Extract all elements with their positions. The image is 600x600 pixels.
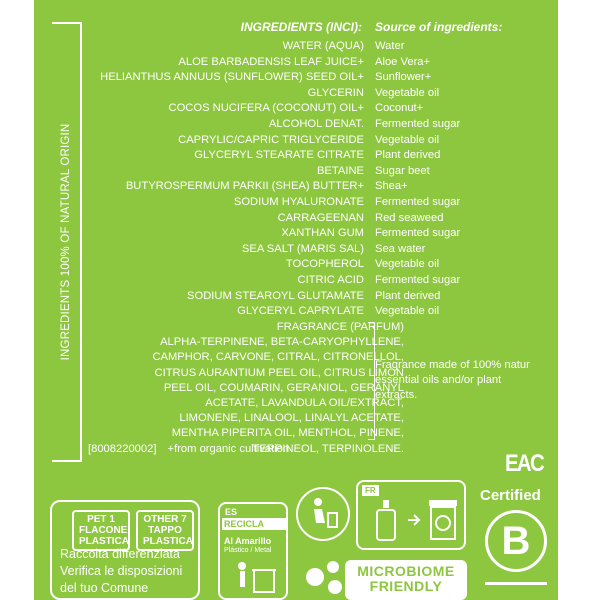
- ingredient-source: Sea water: [375, 242, 426, 255]
- es-tag: ES: [225, 507, 238, 517]
- ingredient-row: [0, 133, 560, 149]
- source-header: Source of ingredients:: [375, 20, 503, 34]
- ingredient-inci: CARRAGEENAN: [277, 211, 364, 224]
- ingredient-row: [0, 39, 560, 55]
- fragrance-line: FRAGRANCE (PARFUM): [276, 321, 404, 333]
- es-recicla: RECICLA: [222, 518, 288, 530]
- ingredient-source: Water: [375, 40, 405, 52]
- ingredient-source: Shea+: [375, 180, 408, 193]
- ingredient-row: [0, 117, 560, 133]
- recycling-box-italy: [50, 500, 200, 600]
- ingredient-source: Aloe Vera+: [375, 55, 431, 68]
- ingredient-row: [0, 70, 560, 86]
- ingredient-source: Red seaweed: [375, 211, 444, 224]
- ingredient-row: [0, 179, 560, 195]
- ingredient-source: Vegetable oil: [375, 305, 440, 318]
- ingredient-source: Fermented sugar: [375, 117, 461, 130]
- fragrance-bracket: [368, 322, 375, 440]
- fragrance-source-line: Fragrance made of 100% natur: [375, 359, 530, 371]
- organic-note: +from organic cultivation: [167, 443, 290, 455]
- ingredient-inci: GLYCERYL CAPRYLATE: [237, 305, 364, 318]
- fr-tag: FR: [362, 485, 379, 496]
- ingredient-source: Fermented sugar: [375, 273, 461, 286]
- ingredient-row: [0, 304, 560, 320]
- ingredient-row: [0, 55, 560, 71]
- b-corp-underline: [485, 582, 547, 585]
- ingredient-inci: SEA SALT (MARIS SAL): [241, 242, 364, 255]
- tidyman-icon: [296, 487, 350, 541]
- fragrance-line: TERPINEOL, TERPINOLENE.: [252, 442, 404, 455]
- ingredient-source: Fermented sugar: [375, 195, 461, 208]
- ingredient-inci: ALCOHOL DENAT.: [268, 117, 364, 130]
- ingredient-source: Vegetable oil: [375, 133, 440, 146]
- ingredient-row: [0, 257, 560, 273]
- fragrance-line: ALPHA-TERPINENE, BETA-CARYOPHYLLENE,: [160, 336, 404, 349]
- ingredient-row: [0, 211, 560, 227]
- es-amarillo: Al Amarillo: [224, 536, 272, 546]
- inci-header: INGREDIENTS (INCI):: [240, 20, 362, 34]
- ingredient-inci: BUTYROSPERMUM PARKII (SHEA) BUTTER+: [125, 180, 364, 193]
- ingredient-inci: ALOE BARBADENSIS LEAF JUICE+: [178, 55, 364, 68]
- ingredient-inci: HELIANTHUS ANNUUS (SUNFLOWER) SEED OIL+: [100, 71, 364, 84]
- fragrance-line: CAMPHOR, CARVONE, CITRAL, CITRONELLOL,: [152, 351, 404, 364]
- yellow-bin-icon: [228, 558, 278, 598]
- right-white-edge: [558, 0, 600, 600]
- certified-label: Certified: [480, 487, 541, 504]
- ingredient-source: Vegetable oil: [375, 258, 440, 271]
- fragrance-source-line: extracts.: [375, 389, 418, 402]
- ingredient-inci: GLYCERIN: [307, 86, 364, 99]
- ingredient-inci: SODIUM STEAROYL GLUTAMATE: [187, 289, 364, 302]
- ingredient-inci: CAPRYLIC/CAPRIC TRIGLYCERIDE: [178, 133, 364, 146]
- fragrance-block: [104, 320, 404, 457]
- ingredient-inci: CITRIC ACID: [297, 273, 364, 286]
- italy-line: Raccolta differenziata: [60, 547, 180, 561]
- pet-label: PET 1 FLACONE PLASTICA: [72, 510, 130, 551]
- ingredient-inci: GLYCERYL STEARATE CITRATE: [194, 149, 364, 162]
- ingredient-row: [0, 226, 560, 242]
- arrow-icon: [406, 512, 422, 528]
- ingredient-row: [0, 273, 560, 289]
- other-label: OTHER 7 TAPPO PLASTICA: [136, 510, 194, 551]
- fragrance-line: MENTHA PIPERITA OIL, MENTHOL, PINENE,: [171, 427, 404, 440]
- ingredient-inci: BETAINE: [316, 164, 364, 177]
- ingredient-inci: COCOS NUCIFERA (COCONUT) OIL+: [168, 102, 364, 115]
- es-sub: Plástico / Metal: [224, 547, 272, 554]
- ingredient-row: [0, 242, 560, 258]
- fragrance-line: CITRUS AURANTIUM PEEL OIL, CITRUS LIMON: [154, 366, 404, 379]
- product-code: [8008220002]: [88, 443, 157, 455]
- fragrance-source-line: essential oils and/or plant: [375, 374, 502, 387]
- ingredient-row: [0, 86, 560, 102]
- ingredient-row: [0, 148, 560, 164]
- eac-mark: EAC: [505, 450, 543, 477]
- recycling-box-france: [356, 480, 466, 550]
- microbiome-friendly-badge: MICROBIOME FRIENDLY: [345, 560, 467, 600]
- footer-line: [88, 443, 289, 455]
- ingredient-source: Coconut+: [375, 102, 424, 115]
- fragrance-line: LIMONENE, LINALOOL, LINALYL ACETATE,: [179, 412, 404, 425]
- ingredient-source: Sunflower+: [375, 71, 432, 84]
- ingredient-source: Sugar beet: [375, 164, 430, 177]
- fragrance-line: PEEL OIL, COUMARIN, GERANIOL, GERANYL: [163, 381, 404, 394]
- ingredient-row: [0, 164, 560, 180]
- ingredient-source: Vegetable oil: [375, 86, 440, 99]
- recycling-box-spain: [218, 502, 288, 600]
- ingredient-inci: SODIUM HYALURONATE: [233, 195, 364, 208]
- italy-disposal-text: [60, 546, 182, 597]
- b-corp-logo: B: [485, 510, 547, 572]
- ingredient-list: [0, 39, 560, 320]
- fragrance-source: [375, 358, 550, 404]
- side-label: INGREDIENTS 100% OF NATURAL ORIGIN: [60, 123, 72, 361]
- ingredient-inci: TOCOPHEROL: [285, 258, 364, 271]
- ingredient-source: Fermented sugar: [375, 227, 461, 240]
- recycle-bin-icon: [426, 496, 460, 542]
- ingredient-row: [0, 101, 560, 117]
- ingredient-inci: WATER (AQUA): [282, 40, 364, 52]
- bottle-icon: [372, 498, 402, 544]
- italy-line: del tuo Comune: [60, 581, 149, 595]
- ingredient-row: [0, 195, 560, 211]
- italy-line: Verifica le disposizioni: [60, 564, 183, 578]
- ingredient-inci: XANTHAN GUM: [281, 227, 364, 240]
- ingredient-source: Plant derived: [375, 289, 441, 302]
- fragrance-line: ACETATE, LAVANDULA OIL/EXTRACT,: [205, 397, 404, 410]
- ingredient-row: [0, 289, 560, 305]
- ingredient-source: Plant derived: [375, 149, 441, 162]
